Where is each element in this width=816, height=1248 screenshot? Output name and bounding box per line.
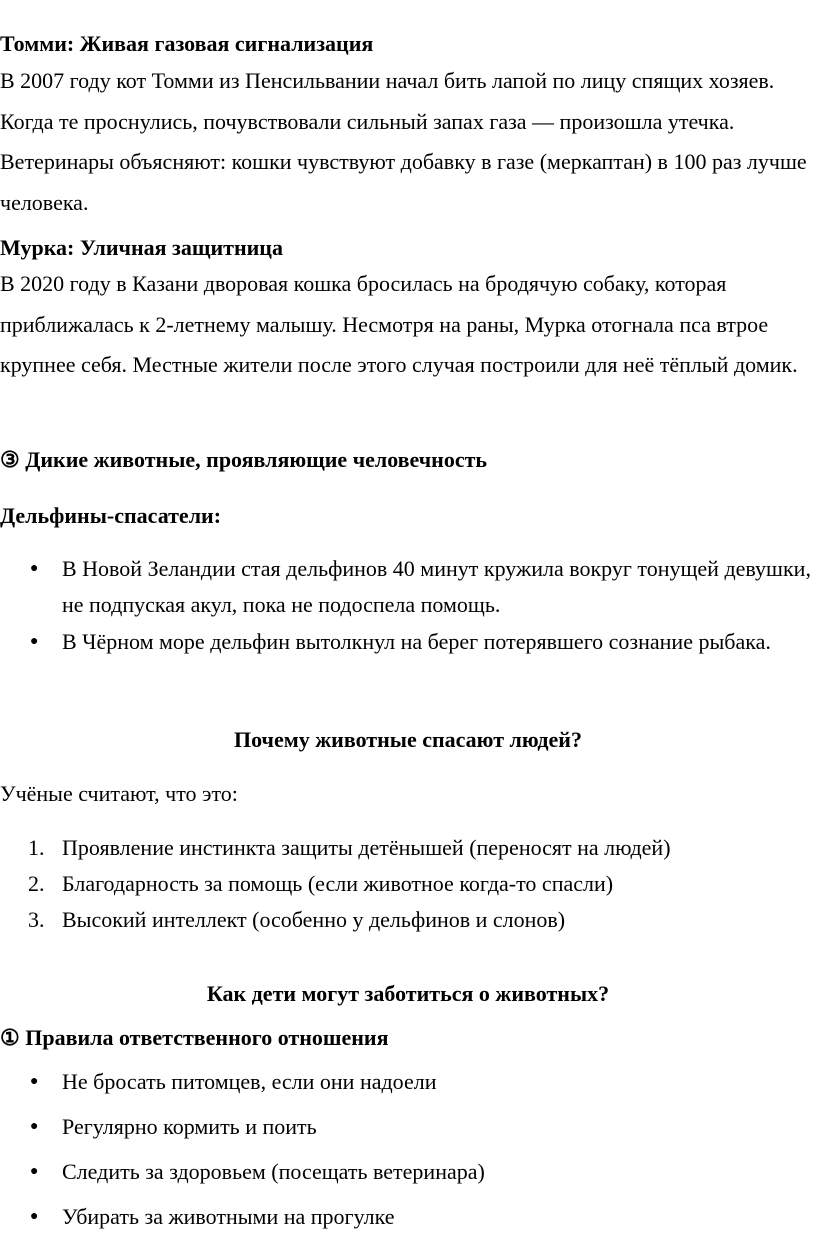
- list-number: 3.: [28, 907, 45, 932]
- list-number: 2.: [28, 871, 45, 896]
- list-number: 1.: [28, 835, 45, 860]
- list-item-text: Проявление инстинкта защиты детёнышей (переносят на людей): [62, 835, 671, 860]
- list-item: [0, 551, 816, 623]
- bullet-icon: ●: [30, 1209, 39, 1224]
- tommy-title: Томми: Живая газовая сигнализация: [0, 31, 374, 56]
- list-item-text: Убирать за животными на прогулке: [62, 1204, 395, 1229]
- list-item-text: Следить за здоровьем (посещать ветеринара): [62, 1159, 485, 1184]
- list-item-text: В Чёрном море дельфин вытолкнул на берег потерявшего сознание рыбака.: [62, 629, 771, 654]
- bullet-icon: ●: [30, 1119, 39, 1134]
- care-heading: Как дети могут заботиться о животных?: [206, 981, 610, 1006]
- murka-title: Мурка: Уличная защитница: [0, 235, 283, 260]
- wild-animals-heading: ③ Дикие животные, проявляющие человечность: [0, 447, 488, 472]
- list-item: [0, 866, 816, 902]
- dolphins-title: Дельфины-спасатели:: [0, 503, 222, 528]
- bullet-icon: ●: [30, 634, 39, 649]
- list-item: [0, 830, 816, 866]
- list-item: [0, 1064, 816, 1100]
- list-item-text: Высокий интеллект (особенно у дельфинов и слонов): [62, 907, 566, 932]
- list-item: [0, 1154, 816, 1190]
- care-list: [0, 1064, 816, 1235]
- list-item-text: Не бросать питомцев, если они надоели: [62, 1069, 437, 1094]
- murka-text: В 2020 году в Казани дворовая кошка бросилась на бродячую собаку, которая приближалась к 2-летнему малышу. Несмотря на раны, Мурка отогнала пса втрое крупнее себя. Местные жители после этого случая построили для неё тёплый домик.: [0, 271, 798, 377]
- bullet-icon: ●: [30, 1164, 39, 1179]
- why-heading: Почему животные спасают людей?: [234, 727, 582, 752]
- list-item: [0, 902, 816, 938]
- care-subheading: ① Правила ответственного отношения: [0, 1025, 389, 1050]
- list-item-text: Регулярно кормить и поить: [62, 1114, 317, 1139]
- dolphins-list: [0, 551, 816, 660]
- list-item: [0, 1109, 816, 1145]
- bullet-icon: ●: [30, 561, 39, 576]
- list-item-text: Благодарность за помощь (если животное когда-то спасли): [62, 871, 614, 896]
- bullet-icon: ●: [30, 1074, 39, 1089]
- list-item: [0, 1199, 816, 1235]
- list-item-text: В Новой Зеландии стая дельфинов 40 минут кружила вокруг тонущей девушки, не подпуская акул, пока не подоспела помощь.: [62, 556, 811, 617]
- why-list: [0, 830, 816, 938]
- tommy-text: В 2007 году кот Томми из Пенсильвании начал бить лапой по лицу спящих хозяев. Когда те проснулись, почувствовали сильный запах газа — произошла утечка. Ветеринары объясняют: кошки чувствуют добавку в газе (меркаптан) в 100 раз лучше человека.: [0, 68, 807, 215]
- why-intro: Учёные считают, что это:: [0, 781, 238, 806]
- list-item: [0, 624, 816, 660]
